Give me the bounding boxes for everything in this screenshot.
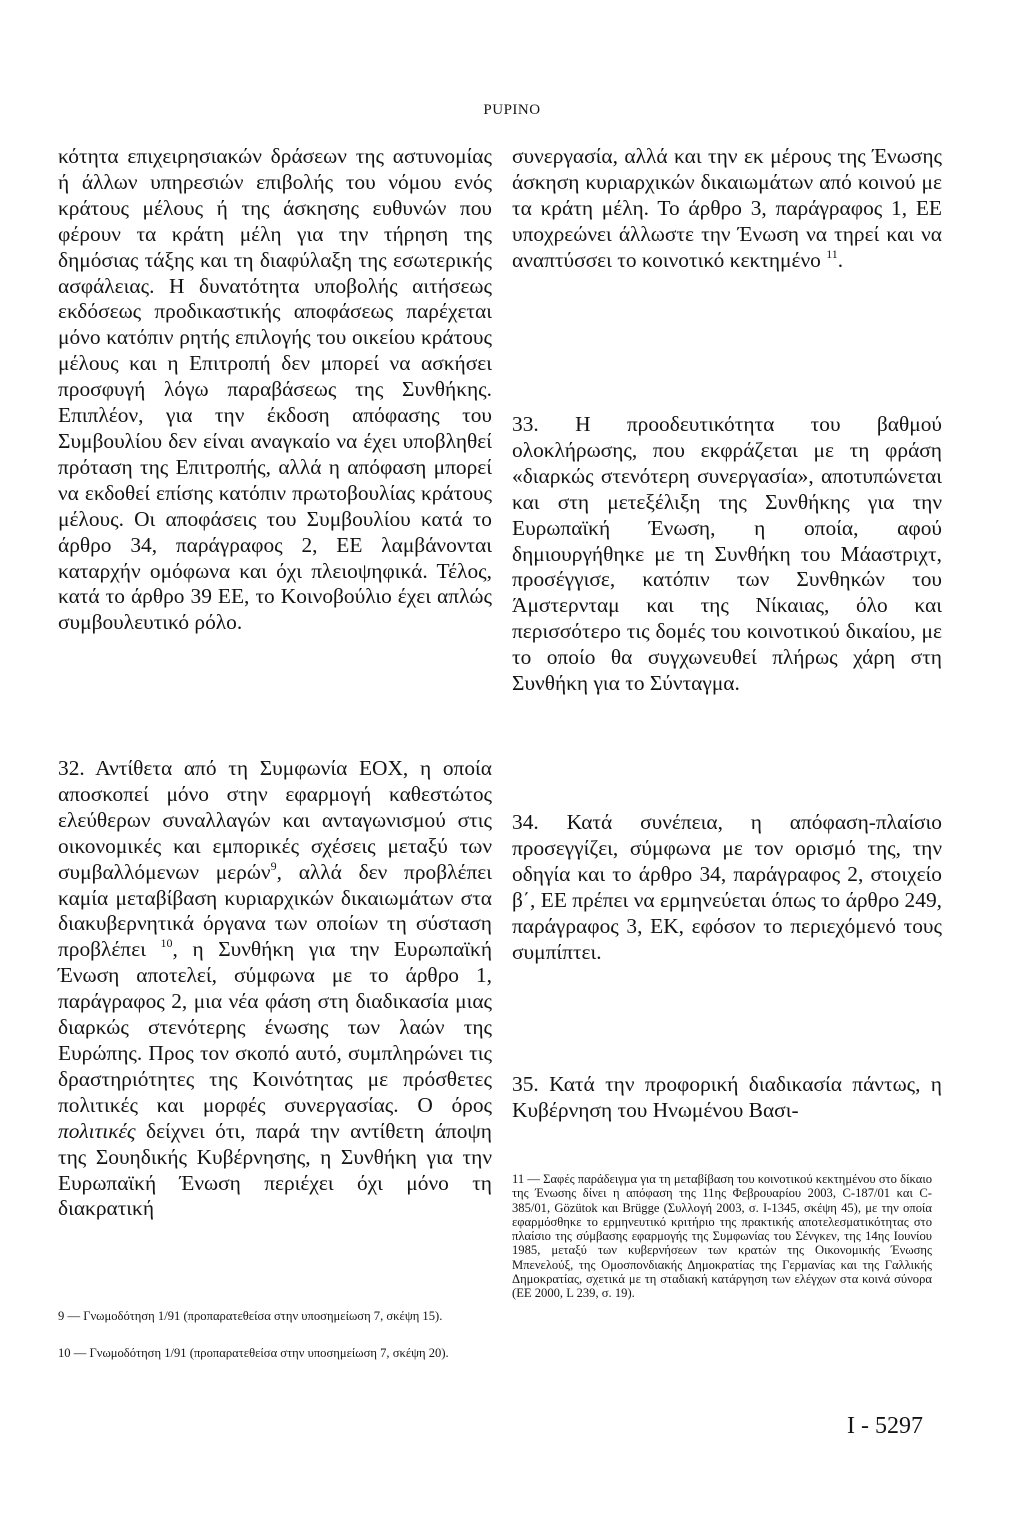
paragraph-34: 34. Κατά συνέπεια, η απόφαση-πλαίσιο προσεγγίζει, σύμφωνα με τον ορισμό της, την οδηγία και το άρθρο 34, παράγραφος 2, στοιχείο β΄, ΕΕ πρέπει να ερμηνεύεται όπως το άρθρο 249, παράγραφος 3, ΕΚ, εφόσον το περιεχόμενό τους συμπίπτει. xyxy=(512,810,942,964)
footnote-11-text: — Σαφές παράδειγμα για τη μεταβίβαση του κοινοτικού κεκτημένου στο δίκαιο της Ένωσης δίνει η απόφαση της 11ης Φεβρουαρίου 2003, C-187/01 και C-385/01, Gözütok και Brügge (Συλλογή 2003, σ. I-1345, σκέψη 45), με την οποία εφαρμόσθηκε το ερμηνευτικό κριτήριο της πρακτικής αποτελεσματικότητας στο πλαίσιο της σύμβασης εφαρμογής της Συμφωνίας του Σένγκεν, της 14ης Ιουνίου 1985, μεταξύ των κυβερνήσεων των κρατών της Οικονομικής Ένωσης Μπενελούξ, της Ομοσπονδιακής Δημοκρατίας της Γερμανίας και της Γαλλικής Δημοκρατίας, σχετικά με τη σταδιακή κατάργηση των ελέγχων στα κοινά σύνορα (ΕΕ 2000, L 239, σ. 19). xyxy=(512,1172,933,1301)
paragraph-35: 35. Κατά την προφορική διαδικασία πάντως, η Κυβέρνηση του Ηνωμένου Βασι- xyxy=(512,1072,942,1122)
footnote-9-text: — Γνωμοδότηση 1/91 (προπαρατεθείσα στην υποσημείωση 7, σκέψη 15). xyxy=(67,1309,443,1323)
footnote-10 xyxy=(58,1346,478,1360)
paragraph-31-continuation: κότητα επιχειρησιακών δράσεων της αστυνομίας ή άλλων υπηρεσιών επιβολής του νόμου ενός κράτους μέλους ή της άσκησης ευθυνών που φέρουν τα κράτη μέλη για την τήρηση της δημόσιας τάξης και τη διαφύλαξη της εσωτερικής ασφάλειας. Η δυνατότητα υποβολής αιτήσεως εκδόσεως προδικαστικής αποφάσεως παρέχεται μόνο κατόπιν ρητής επιλογής του οικείου κράτους μέλους και η Επιτροπή δεν μπορεί να ασκήσει προσφυγή λόγω παραβάσεως της Συνθήκης. Επιπλέον, για την έκδοση απόφασης του Συμβουλίου δεν είναι αναγκαίο να έχει υποβληθεί πρόταση της Επιτροπής, αλλά η απόφαση μπορεί να εκδοθεί επίσης κατόπιν πρωτοβουλίας κράτους μέλους. Οι αποφάσεις του Συμβουλίου κατά το άρθρο 34, παράγραφος 2, ΕΕ λαμβάνονται καταρχήν ομόφωνα και όχι πλειοψηφικά. Τέλος, κατά το άρθρο 39 ΕΕ, το Κοινοβούλιο έχει απλώς συμβουλευτικό ρόλο. xyxy=(58,144,492,635)
italic-term-politikes: πολιτικές xyxy=(58,1118,136,1143)
paragraph-33: 33. Η προοδευτικότητα του βαθμού ολοκλήρωσης, που εκφράζεται με τη φράση «διαρκώς στενότερη συνεργασία», αποτυπώνεται και στη μετεξέλιξη της Συνθήκης για την Ευρωπαϊκή Ένωση, η οποία, αφού δημιουργήθηκε με τη Συνθήκη του Μάαστριχτ, προσέγγισε, κατόπιν των Συνθηκών του Άμστερνταμ και της Νίκαιας, όλο και περισσότερο τις δομές του κοινοτικού δικαίου, με το οποίο θα συγχωνευθεί πλήρως χάρη στη Συνθήκη για το Σύνταγμα. xyxy=(512,412,942,696)
footnote-11-number: 11 xyxy=(512,1172,525,1186)
paragraph-32-cont-text-b: . xyxy=(837,247,844,272)
page-number: I - 5297 xyxy=(847,1413,923,1439)
footnote-ref-9[interactable]: 9 xyxy=(270,858,277,873)
footnote-10-number: 10 xyxy=(58,1346,71,1360)
paragraph-32-text-b: , αλλά δεν προβλέπει καμία μεταβίβαση κυριαρχικών δικαιωμάτων στα διακυβερνητικά όργανα των οποίων τη σύσταση προβλέπει xyxy=(58,859,492,962)
footnote-11 xyxy=(512,1172,932,1301)
running-header: PUPINO xyxy=(483,102,541,118)
paragraph-32-continuation xyxy=(512,144,942,274)
footnote-10-text: — Γνωμοδότηση 1/91 (προπαρατεθείσα στην υποσημείωση 7, σκέψη 20). xyxy=(73,1346,449,1360)
footnote-9-number: 9 xyxy=(58,1309,65,1323)
footnote-9 xyxy=(58,1309,478,1323)
paragraph-32-cont-text-a: συνεργασία, αλλά και την εκ μέρους της Ένωσης άσκηση κυριαρχικών δικαιωμάτων από κοινού με τα κράτη μέλη. Το άρθρο 3, παράγραφος 1, ΕΕ υποχρεώνει άλλωστε την Ένωση να τηρεί και να αναπτύσσει το κοινοτικό κεκτημένο xyxy=(512,144,942,272)
paragraph-32-text-a: 32. Αντίθετα από τη Συμφωνία ΕΟΧ, η οποία αποσκοπεί μόνο στην εφαρμογή καθεστώτος ελεύθερων συναλλαγών και ανταγωνισμού στις οικονομικές και εμπορικές σχέσεις μεταξύ των συμβαλλόμενων μερών xyxy=(58,756,492,884)
paragraph-32 xyxy=(58,756,492,1222)
paragraph-32-text-d: δείχνει ότι, παρά την αντίθετη άποψη της Σουηδικής Κυβέρνησης, η Συνθήκη για την Ευρωπαϊκή Ένωση περιέχει όχι μόνο τη διακρατική xyxy=(58,1118,492,1221)
footnote-ref-10[interactable]: 10 xyxy=(160,936,173,951)
paragraph-32-text-c: , η Συνθήκη για την Ευρωπαϊκή Ένωση αποτελεί, σύμφωνα με το άρθρο 1, παράγραφος 2, μια νέα φάση στη διαδικασία μιας διαρκώς στενότερης ένωσης των λαών της Ευρώπης. Προς τον σκοπό αυτό, συμπληρώνει τις δραστηριότητες της Κοινότητας με πρόσθετες πολιτικές και μορφές συνεργασίας. Ο όρος xyxy=(58,937,493,1117)
footnote-ref-11[interactable]: 11 xyxy=(826,246,838,261)
